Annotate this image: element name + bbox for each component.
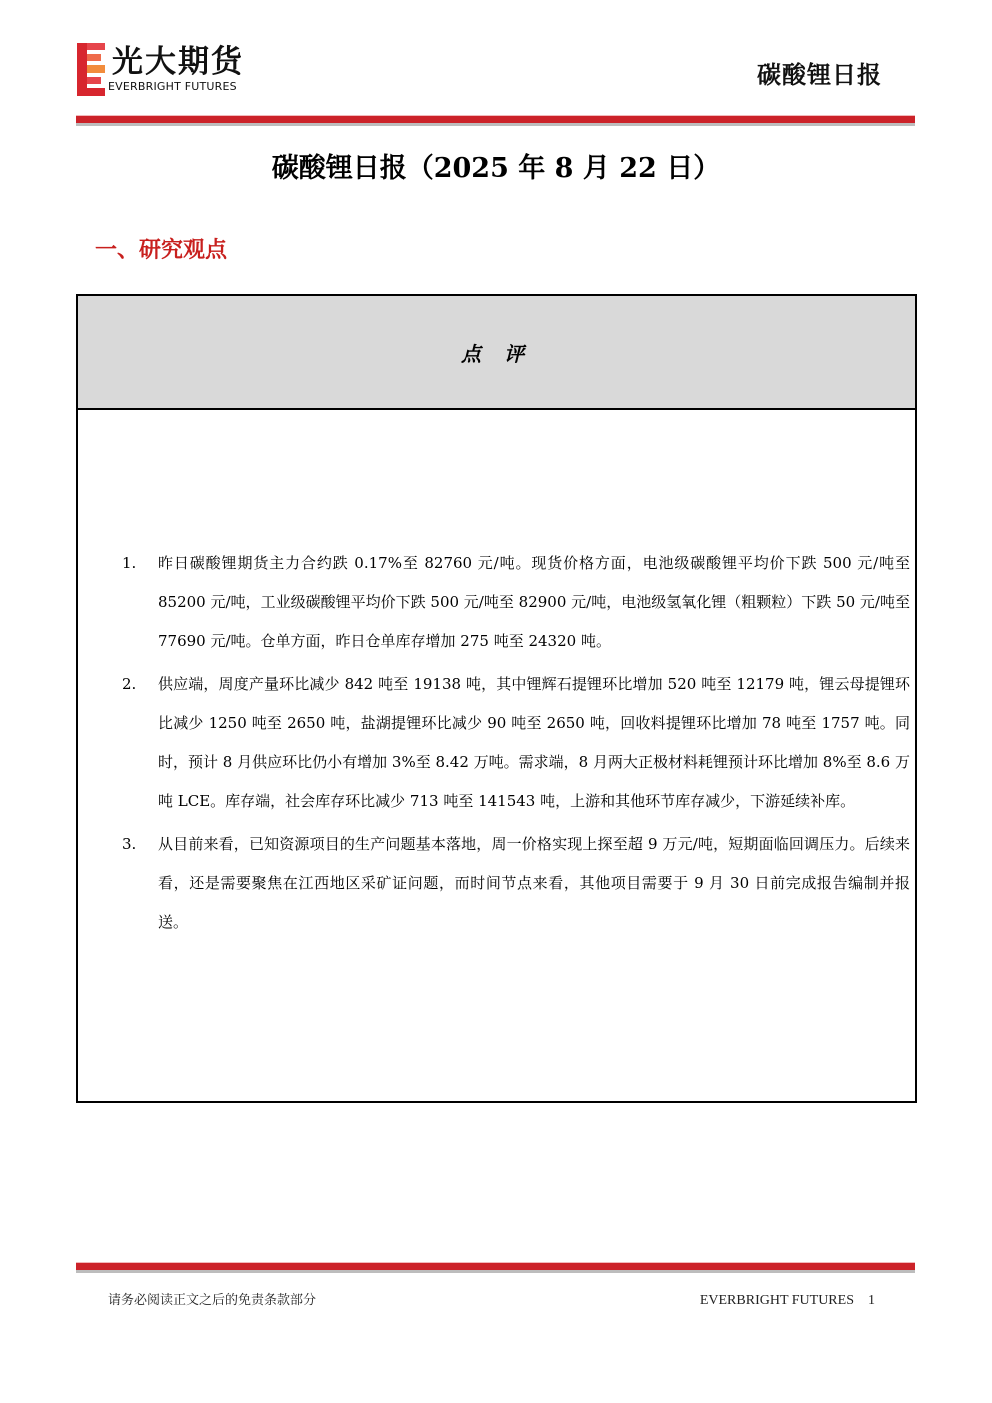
footer-divider	[76, 1262, 915, 1273]
list-item	[122, 825, 910, 942]
list-item-text: 昨日碳酸锂期货主力合约跌 0.17%至 82760 元/吨。现货价格方面，电池级碳酸锂平均价下跌 500 元/吨至 85200 元/吨，工业级碳酸锂平均价下跌 500 元/吨至 82900 元/吨，电池级氢氧化锂（粗颗粒）下跌 50 元/吨至 77690 元/吨。仓单方面，昨日仓单库存增加 275 吨至 24320 吨。	[158, 554, 910, 650]
footer-brand: EVERBRIGHT FUTURES	[699, 1293, 854, 1308]
page-title: 碳酸锂日报（2025 年 8 月 22 日）	[271, 153, 721, 184]
list-item-text: 从目前来看，已知资源项目的生产问题基本落地，周一价格实现上探至超 9 万元/吨，短期面临回调压力。后续来看，还是需要聚焦在江西地区采矿证问题，而时间节点来看，其他项目需要于 9 月 30 日前完成报告编制并报送。	[158, 835, 910, 931]
header-report-type: 碳酸锂日报	[757, 61, 882, 89]
list-item-number: 3.	[122, 835, 137, 853]
list-item-number: 1.	[122, 554, 137, 572]
footer-disclaimer: 请务必阅读正文之后的免责条款部分	[108, 1293, 317, 1308]
list-item	[122, 544, 910, 661]
list-item	[122, 665, 910, 821]
everbright-logo-icon	[77, 43, 107, 96]
footer-brand-page	[700, 1292, 875, 1310]
list-item-number: 2.	[122, 675, 137, 693]
logo-english-name: EVERBRIGHT FUTURES	[108, 80, 237, 93]
page-number: 1	[868, 1293, 875, 1308]
section-heading: 一、研究观点	[95, 238, 228, 263]
logo-chinese-name: 光大期货	[112, 44, 244, 80]
header-divider	[76, 115, 915, 126]
list-item-text: 供应端，周度产量环比减少 842 吨至 19138 吨，其中锂辉石提锂环比增加 520 吨至 12179 吨，锂云母提锂环比减少 1250 吨至 2650 吨，盐湖提锂环比减少 90 吨至 2650 吨，回收料提锂环比增加 78 吨至 1757 吨。同时，预计 8 月供应环比仍小有增加 3%至 8.42 万吨。需求端，8 月两大正极材料耗锂预计环比增加 8%至 8.6 万吨 LCE。库存端，社会库存环比减少 713 吨至 141543 吨，上游和其他环节库存减少，下游延续补库。	[158, 675, 911, 810]
comment-box	[76, 294, 917, 1103]
comment-box-header: 点 评	[78, 296, 915, 410]
comment-list	[122, 544, 910, 946]
